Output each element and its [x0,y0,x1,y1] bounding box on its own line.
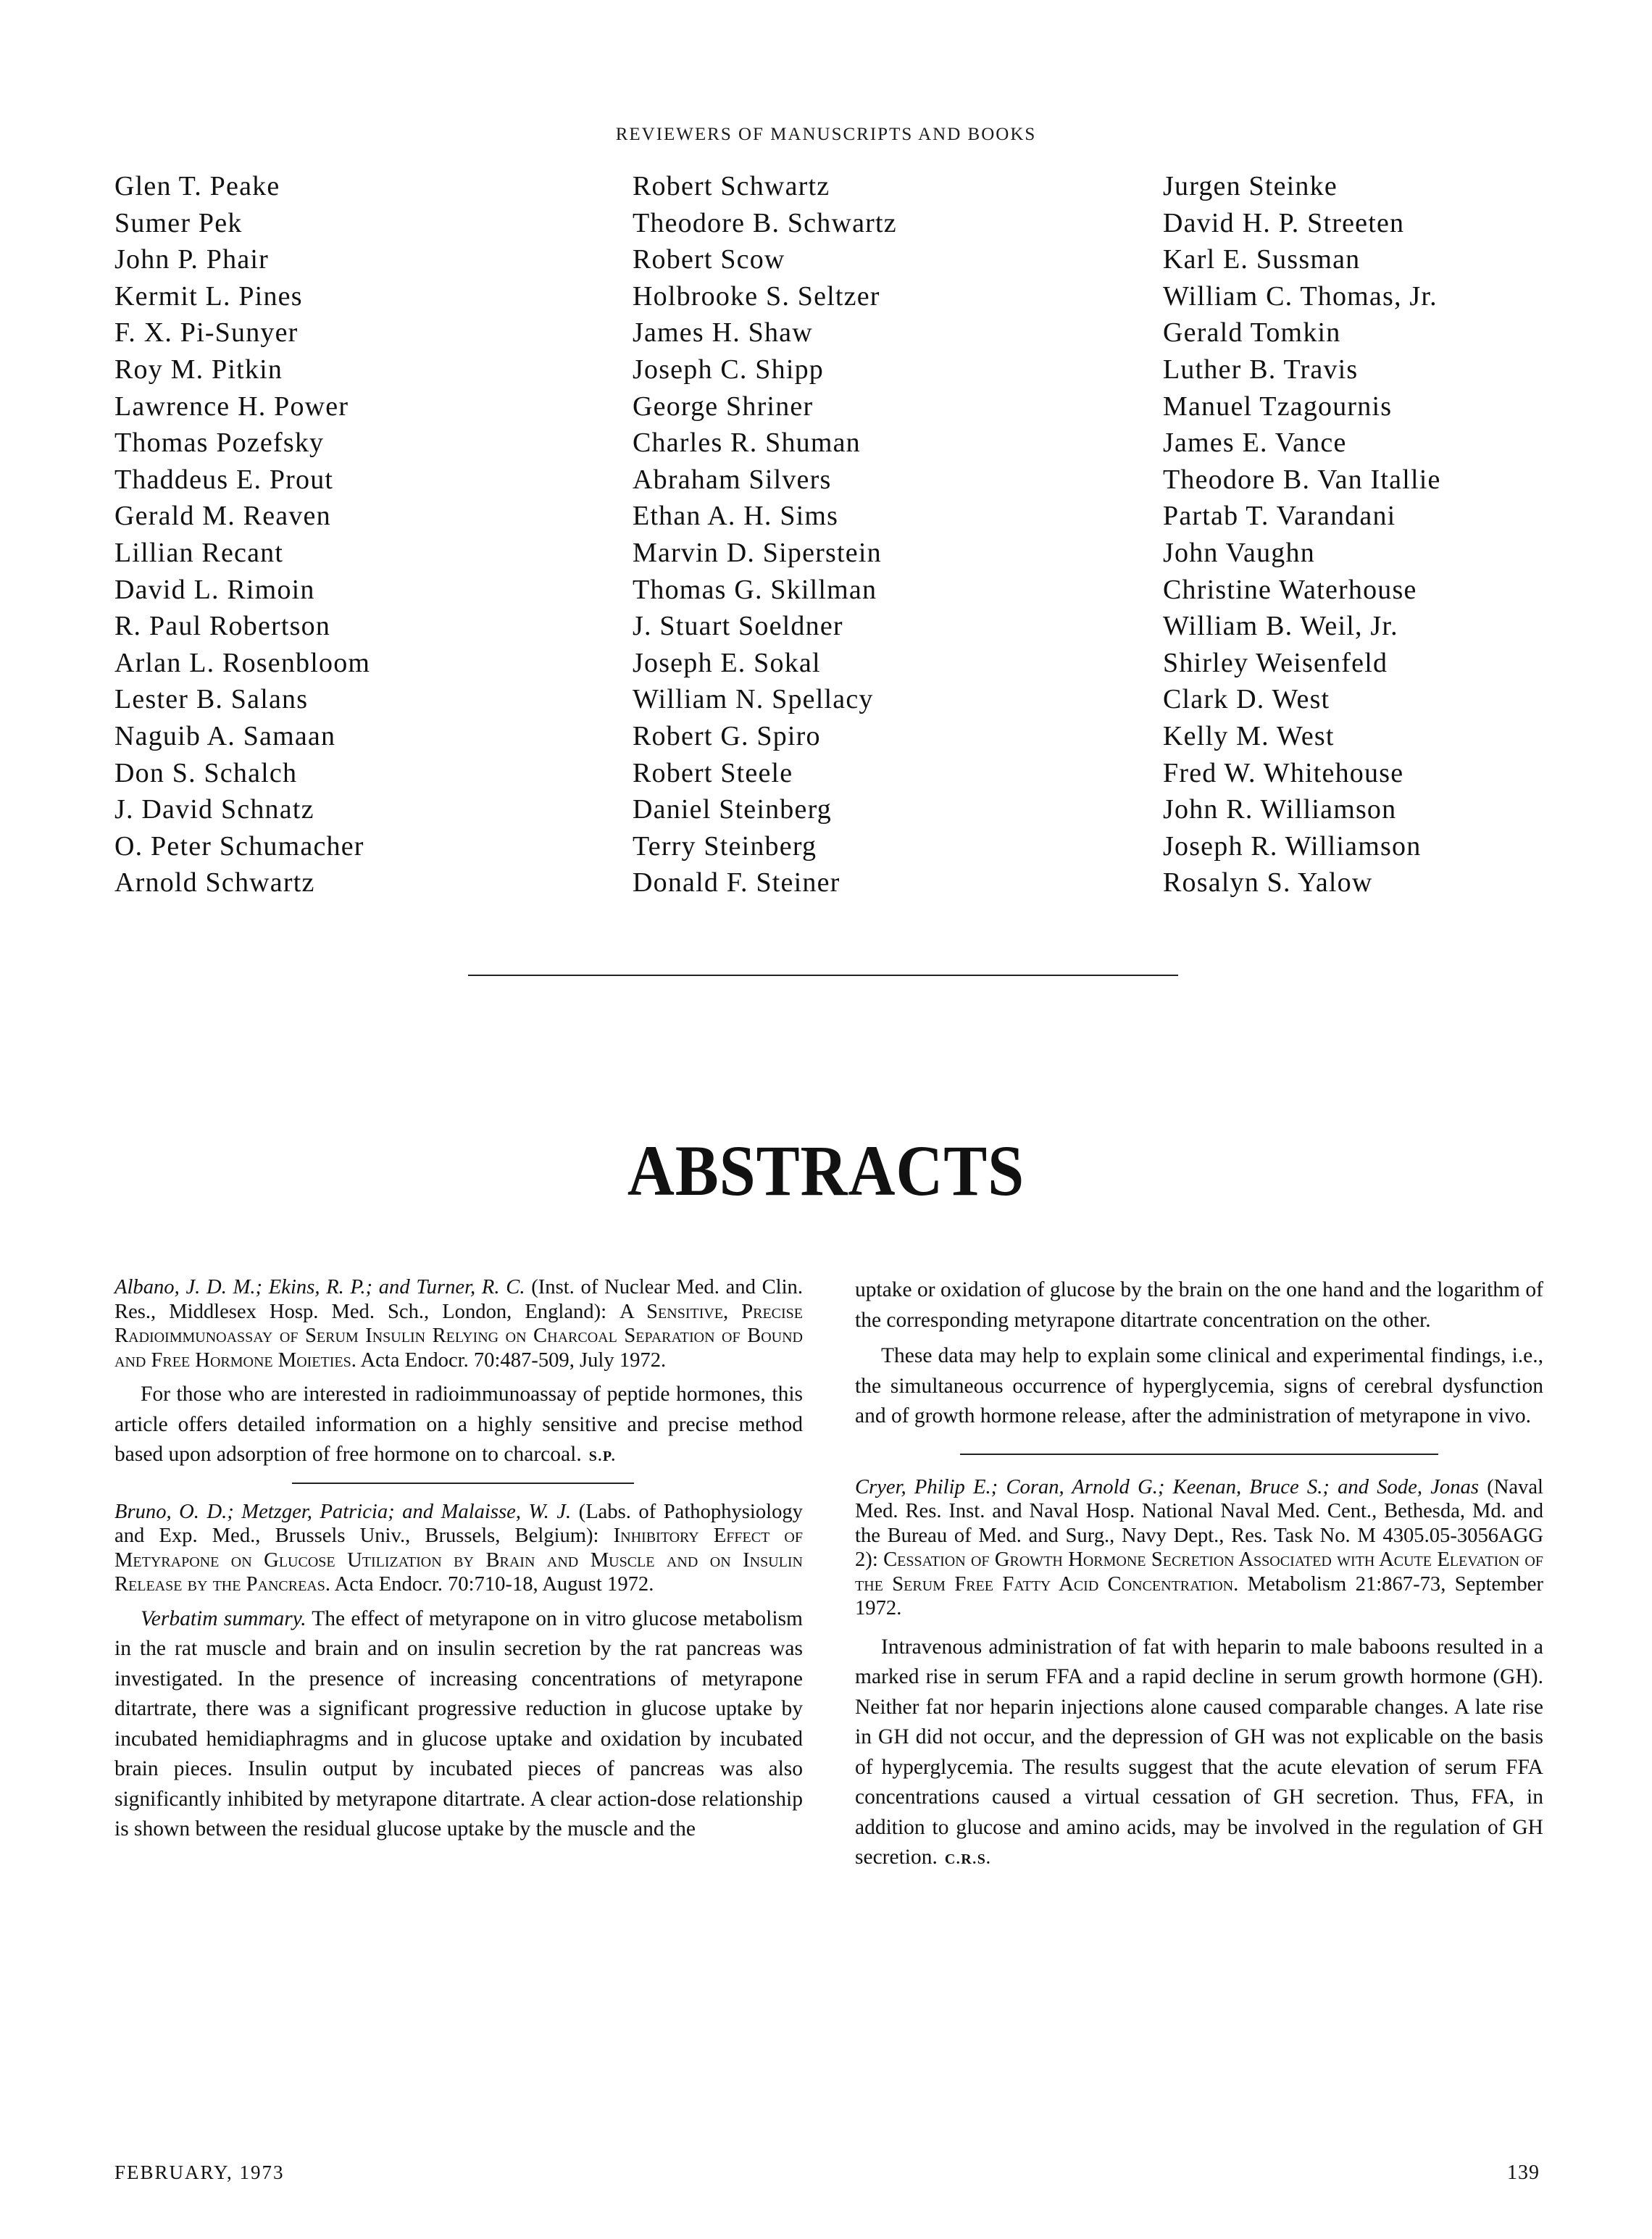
reviewer-name: Lester B. Salans [114,684,309,715]
reviewer-name: Luther B. Travis [1163,354,1359,385]
section-divider [468,975,1178,976]
abstract-citation [114,1500,803,1597]
reviewer-name: George Shriner [633,391,814,422]
reviewer-name: Lawrence H. Power [114,391,349,422]
reviewer-name: O. Peter Schumacher [114,830,364,862]
footer-date: FEBRUARY, 1973 [114,2161,285,2183]
abstract-authors: Albano, J. D. M.; Ekins, R. P.; and Turner, R. C. [114,1276,525,1298]
abstract-authors: Bruno, O. D.; Metzger, Patricia; and Malaisse, W. J. [114,1500,572,1523]
reviewer-column-3 [1163,168,1441,901]
reviewer-name: Joseph E. Sokal [633,647,821,678]
abstract-continuation: uptake or oxidation of glucose by the brain on the one hand and the logarithm of the corresponding metyrapone ditartrate concentration on the other. [855,1278,1543,1332]
reviewer-name: Thaddeus E. Prout [114,464,334,495]
abstract-body: These data may help to explain some clinical and experimental findings, i.e., the simultaneous occurrence of hyperglycemia, signs of cerebral dysfunction and of growth hormone release, after the administration of metyrapone in vivo. [855,1344,1543,1427]
abstract-citation [855,1475,1543,1621]
abstract-divider [292,1483,634,1484]
reviewer-initials: C.R.S. [944,1851,991,1867]
reviewer-name: John Vaughn [1163,537,1315,568]
reviewer-name: John P. Phair [114,244,270,275]
abstracts-heading: ABSTRACTS [627,1130,1025,1211]
reviewer-name: Ethan A. H. Sims [633,501,839,532]
reviewer-name: Marvin D. Siperstein [633,537,882,568]
reviewer-name: Jurgen Steinke [1163,171,1338,201]
reviewer-name: Lillian Recant [114,537,284,568]
abstract-affiliation: (Inst. of Nuclear Med. and Clin. Res., Middlesex Hosp. Med. Sch., London, England): [114,1276,804,1323]
reviewer-name: Glen T. Peake [114,171,280,201]
abstract-authors: Cryer, Philip E.; Coran, Arnold G.; Keenan, Bruce S.; and Sode, Jonas [855,1475,1479,1498]
reviewer-name: David H. P. Streeten [1163,207,1405,238]
reviewer-name: William C. Thomas, Jr. [1163,280,1438,312]
reviewer-name: Theodore B. Schwartz [633,207,897,238]
reviewer-name: Thomas Pozefsky [114,428,325,459]
reviewer-name: Charles R. Shuman [633,428,861,459]
reviewer-name: David L. Rimoin [114,574,315,605]
abstracts-right-column [855,1275,1543,1875]
reviewer-name: Abraham Silvers [633,464,832,495]
running-head: REVIEWERS OF MANUSCRIPTS AND BOOKS [615,125,1037,144]
reviewer-name: Don S. Schalch [114,757,298,788]
reviewer-name: Naguib A. Samaan [114,720,336,751]
reviewer-name: Sumer Pek [114,207,243,238]
reviewer-name: Partab T. Varandani [1163,501,1396,532]
reviewer-name: James H. Shaw [633,317,813,349]
reviewer-name: Fred W. Whitehouse [1163,757,1404,788]
abstract-affiliation: (Labs. of Pathophysiology and Exp. Med., Brussels Univ., Brussels, Belgium): [114,1500,803,1547]
reviewer-name: Christine Waterhouse [1163,574,1417,605]
reviewer-name: Holbrooke S. Seltzer [633,280,880,312]
abstract-source: Metabolism 21:867-73, September 1972. [855,1572,1543,1619]
reviewer-name: Daniel Steinberg [633,794,832,825]
reviewer-name: Arnold Schwartz [114,867,315,898]
reviewer-name: Robert Schwartz [633,171,830,201]
reviewer-name: Robert G. Spiro [633,720,821,751]
reviewer-column-2 [633,168,897,901]
abstract-citation [114,1275,803,1372]
reviewer-name: Thomas G. Skillman [633,574,877,605]
reviewer-name: Terry Steinberg [633,830,817,862]
page-number: 139 [1507,2161,1540,2184]
reviewer-name: R. Paul Robertson [114,611,331,642]
reviewer-name: Shirley Weisenfeld [1163,647,1388,678]
abstract-title: Inhibitory Effect of Metyrapone on Glucose Utilization by Brain and Muscle and on Insulin Release by the Pancreas. [114,1525,803,1596]
reviewer-name: Kermit L. Pines [114,280,303,312]
reviewer-name: Joseph C. Shipp [633,354,824,385]
summary-lead: Verbatim summary. [141,1606,306,1630]
abstract-title: Cessation of Growth Hormone Secretion Associated with Acute Elevation of the Serum Free Fatty Acid Concentration. [855,1548,1543,1596]
abstracts-left-column [114,1275,803,1845]
reviewer-name: Gerald M. Reaven [114,501,331,532]
abstract-title: A Sensitive, Precise Radioimmunoassay of Serum Insulin Relying on Charcoal Separation of Bound and Free Hormone Moieties. [114,1300,803,1372]
reviewer-name: Gerald Tomkin [1163,317,1341,349]
abstract-body: For those who are interested in radioimmunoassay of peptide hormones, this article offers detailed information on a highly sensitive and precise method based upon adsorption of free hormone on to charcoal. S.P. [114,1383,803,1466]
reviewer-name: Robert Steele [633,757,793,788]
reviewer-name: F. X. Pi-Sunyer [114,317,299,349]
reviewer-name: William N. Spellacy [633,684,874,715]
reviewer-name: Roy M. Pitkin [114,354,283,385]
reviewer-name: Manuel Tzagournis [1163,391,1393,422]
reviewer-name: Clark D. West [1163,684,1330,715]
reviewer-name: James E. Vance [1163,428,1347,459]
reviewer-column-1 [114,168,370,901]
reviewer-name: Arlan L. Rosenbloom [114,647,371,678]
abstract-affiliation: (Naval Med. Res. Inst. and Naval Hosp. National Naval Med. Cent., Bethesda, Md. and the Bureau of Med. and Surg., Navy Dept., Res. Task No. M 4305.05-3056AGG 2): [855,1475,1543,1571]
reviewer-name: Rosalyn S. Yalow [1163,867,1373,898]
reviewer-name: Karl E. Sussman [1163,244,1361,275]
reviewer-name: Robert Scow [633,244,785,275]
abstract-body: Intravenous administration of fat with heparin to male baboons resulted in a marked rise in serum FFA and a rapid decline in serum growth hormone (GH). Neither fat nor heparin injections alone caused comparable changes. A late rise in GH did not occur, and the depression of GH was not explicable on the basis of hyperglycemia. The results suggest that the acute elevation of serum FFA concentrations caused a virtual cessation of GH secretion. Thus, FFA, in addition to glucose and amino acids, may be involved in the regulation of GH secretion. C.R.S. [855,1635,1543,1869]
abstract-source: Acta Endocr. 70:487-509, July 1972. [356,1348,667,1372]
reviewer-name: Kelly M. West [1163,720,1335,751]
reviewer-name: J. David Schnatz [114,794,314,825]
reviewer-name: John R. Williamson [1163,794,1397,825]
abstract-source: Acta Endocr. 70:710-18, August 1972. [330,1573,654,1596]
abstract-divider [960,1454,1438,1455]
reviewer-name: Joseph R. Williamson [1163,830,1422,862]
reviewer-name: Donald F. Steiner [633,867,840,898]
abstract-body: Verbatim summary. The effect of metyrapone on in vitro glucose metabolism in the rat muscle and brain and on insulin secretion by the rat pancreas was investigated. In the presence of increasing concentrations of metyrapone ditartrate, there was a significant progressive reduction in glucose uptake by incubated hemidiaphragms and in glucose uptake and oxidation by incubated brain pieces. Insulin output by incubated pieces of pancreas was also significantly inhibited by metyrapone ditartrate. A clear action-dose relationship is shown between the residual glucose uptake by the muscle and the [114,1606,803,1840]
reviewer-name: Theodore B. Van Itallie [1163,464,1441,495]
reviewer-name: William B. Weil, Jr. [1163,611,1398,642]
reviewer-initials: S.P. [588,1448,617,1464]
reviewer-name: J. Stuart Soeldner [633,611,843,642]
